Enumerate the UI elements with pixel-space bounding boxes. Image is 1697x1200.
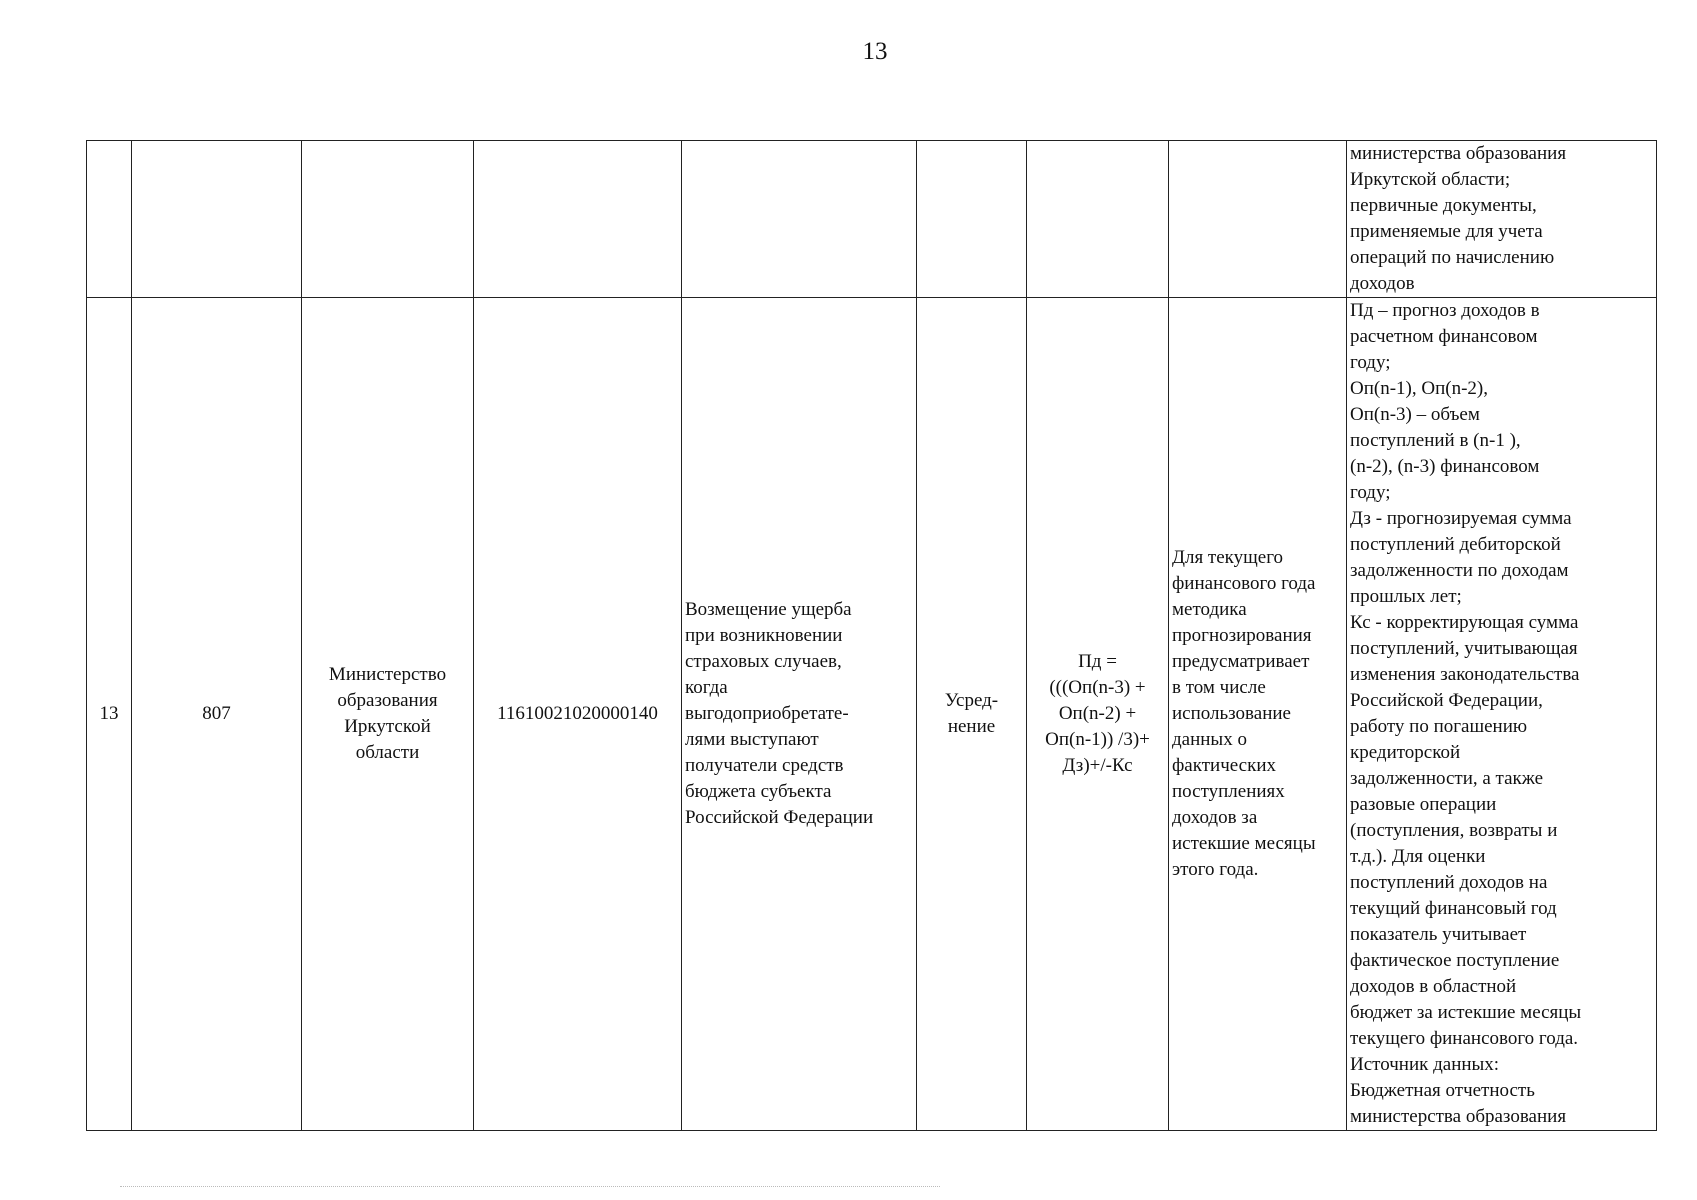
cell-description: Пд – прогноз доходов в расчетном финансовом году; Оп(n-1), Оп(n-2), Оп(n-3) – объем поступлений в (n-1 ), (n-2), (n-3) финансовом году; Дз - прогнозируемая сумма поступлений дебиторской задолженности по доходам прошлых лет; Кс - корректирующая сумма поступлений, учитывающая изменения законодательства Российской Федерации, работу по погашению кредиторской задолженности, а также разовые операции (поступления, возвраты и т.д.). Для оценки поступлений доходов на текущий финансовый год показатель учитывает фактическое поступление доходов в областной бюджет за истекшие месяцы текущего финансового года. Источник данных: Бюджетная отчетность министерства образования (1347, 298, 1657, 1131)
cell-algorithm: Для текущего финансового года методика прогнозирования предусматривает в том числе использование данных о фактических поступлениях доходов за истекшие месяцы этого года. (1169, 298, 1347, 1131)
scan-artifact-line (120, 1186, 940, 1187)
page-number: 13 (862, 38, 888, 65)
cell-algorithm (1169, 141, 1347, 298)
income-forecast-table (86, 140, 1657, 1131)
cell-income-name (682, 141, 917, 298)
cell-kbk: 11610021020000140 (474, 298, 682, 1131)
cell-method: Усред- нение (917, 298, 1027, 1131)
cell-number: 13 (87, 298, 132, 1131)
cell-admin-code: 807 (132, 298, 302, 1131)
cell-number (87, 141, 132, 298)
cell-kbk (474, 141, 682, 298)
cell-income-name: Возмещение ущерба при возникновении страховых случаев, когда выгодоприобретате- лями выступают получатели средств бюджета субъекта Российской Федерации (682, 298, 917, 1131)
table-row-13 (87, 298, 1657, 1131)
cell-administrator (302, 141, 474, 298)
table-row-continuation (87, 141, 1657, 298)
cell-administrator: Министерство образования Иркутской области (302, 298, 474, 1131)
cell-formula: Пд = (((Оп(n-3) + Оп(n-2) + Оп(n-1)) /3)+ Дз)+/-Кс (1027, 298, 1169, 1131)
cell-description: министерства образования Иркутской области; первичные документы, применяемые для учета операций по начислению доходов (1347, 141, 1657, 298)
cell-admin-code (132, 141, 302, 298)
cell-formula (1027, 141, 1169, 298)
cell-method (917, 141, 1027, 298)
